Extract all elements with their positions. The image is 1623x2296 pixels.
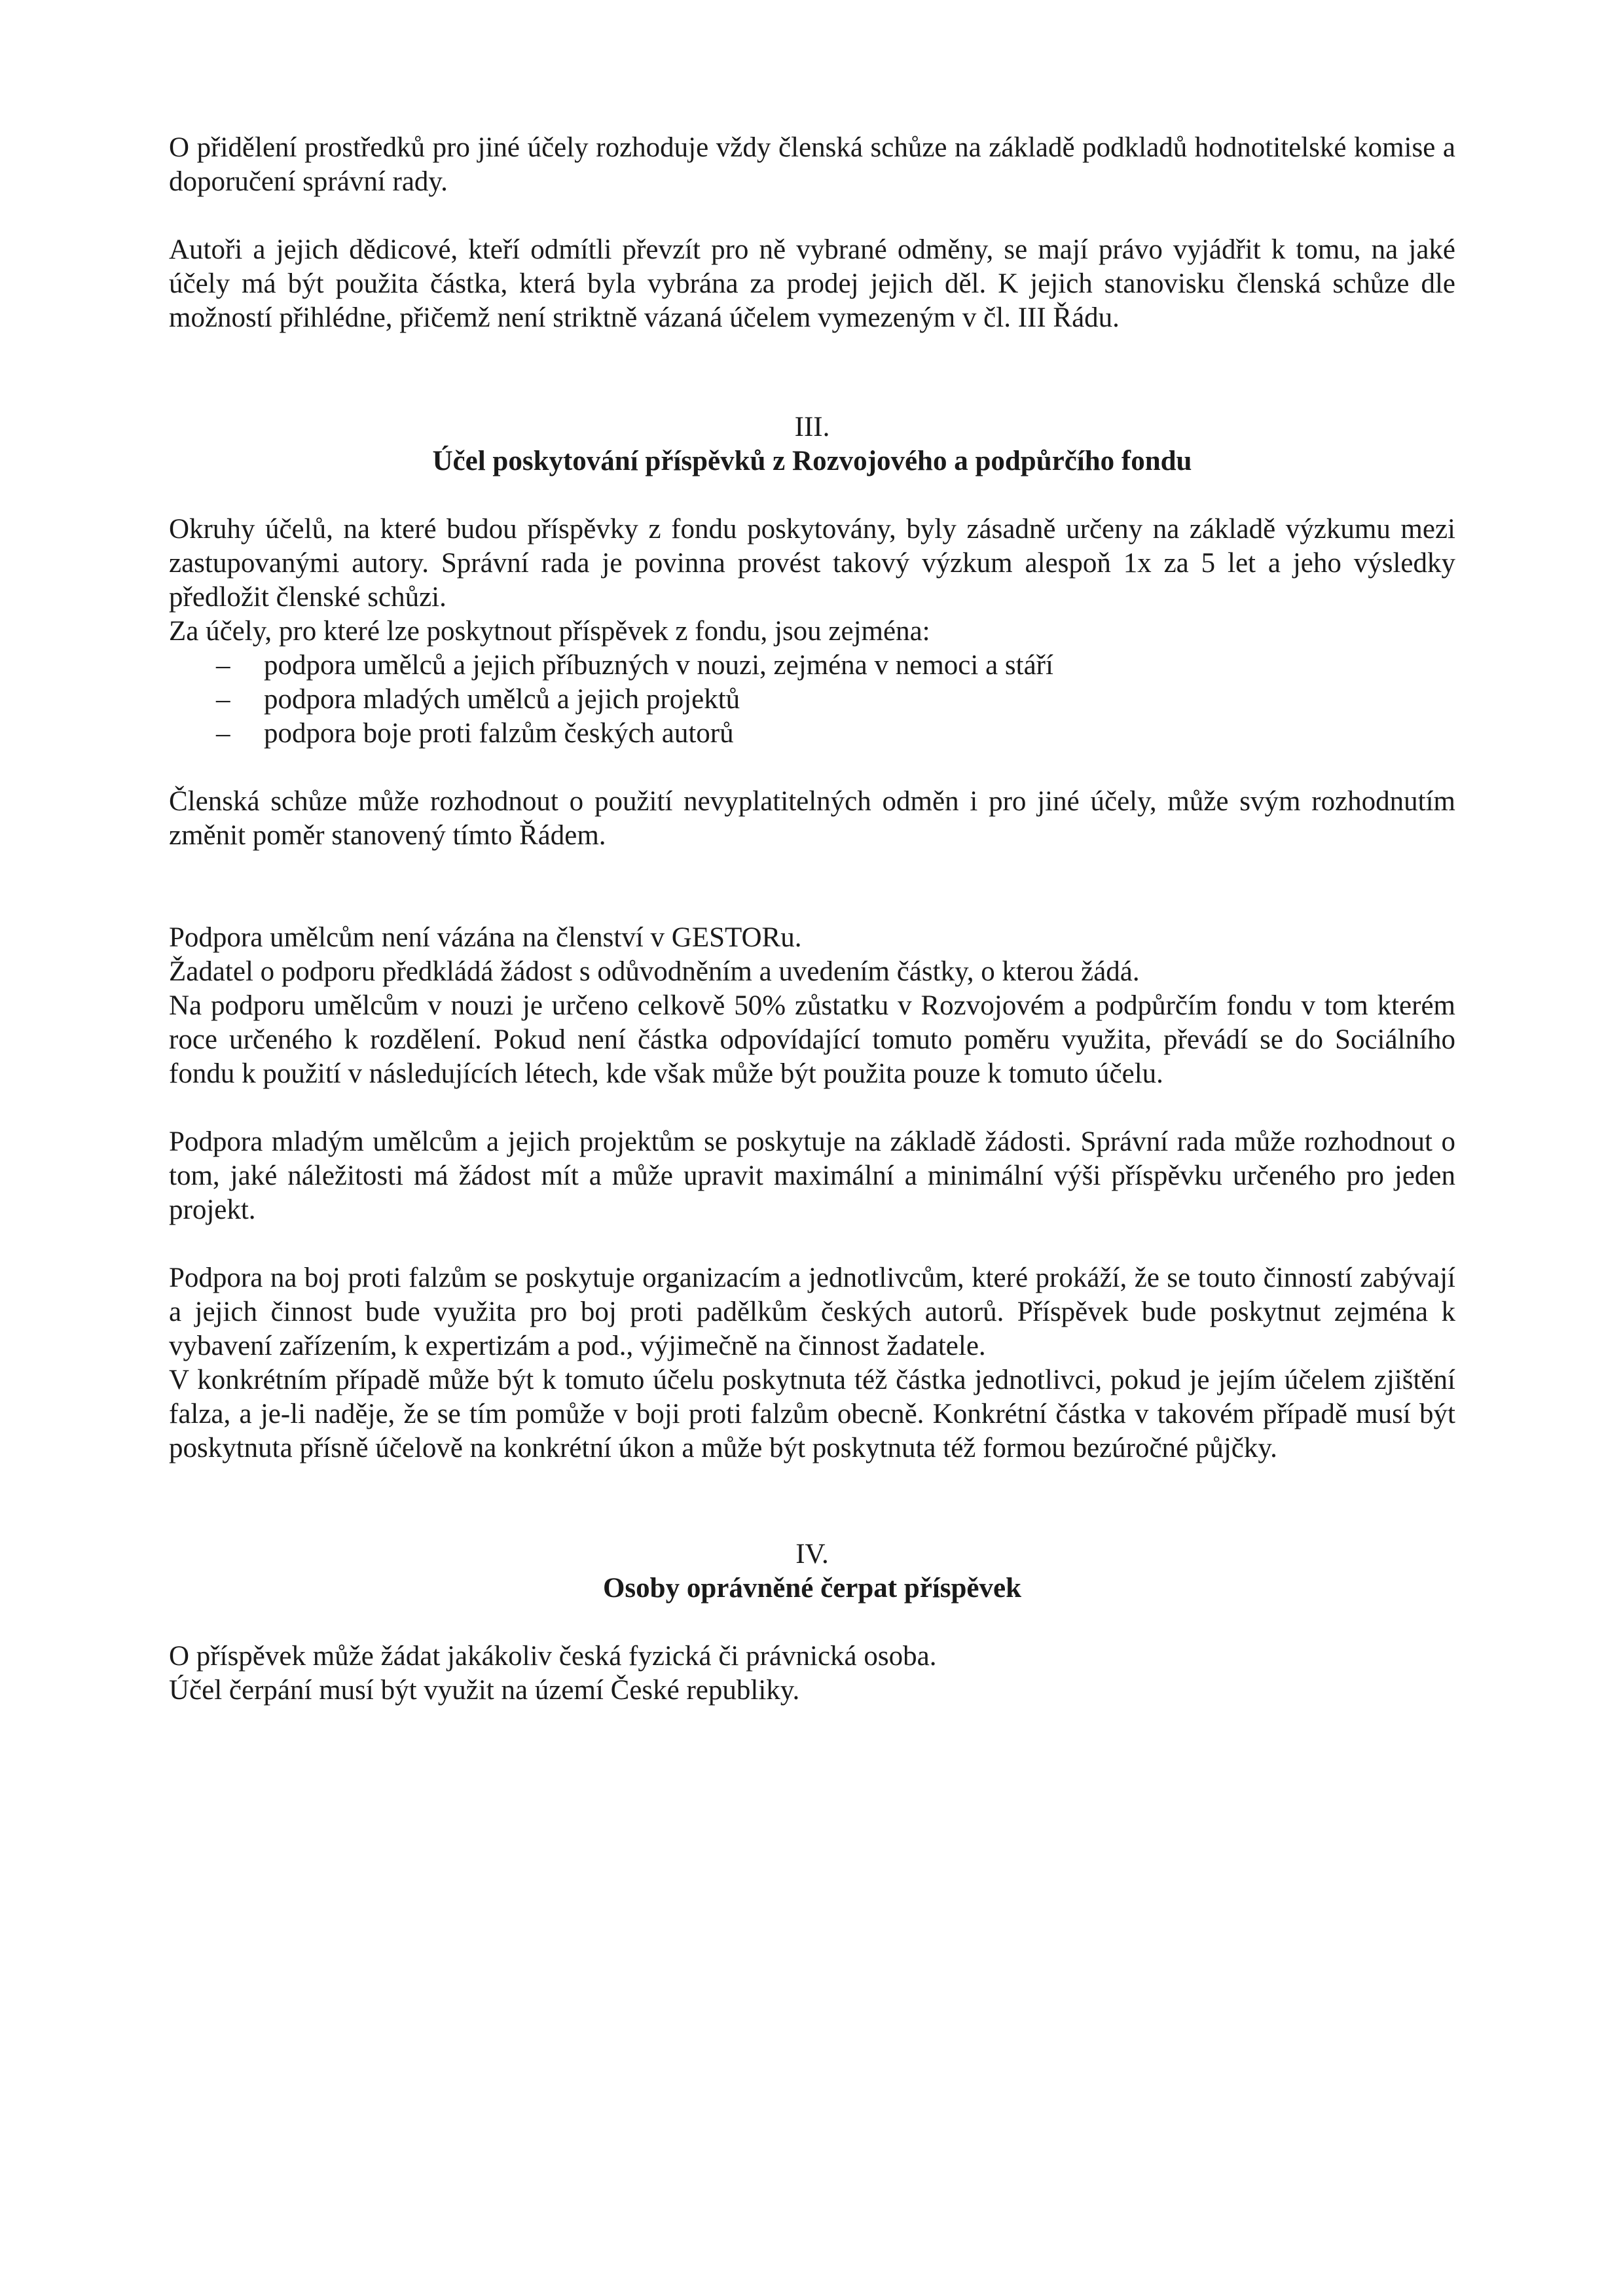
list-item: – podpora mladých umělců a jejich projektů — [169, 683, 1455, 717]
section-iv-paragraph-1: O příspěvek může žádat jakákoliv česká fyzická či právnická osoba. — [169, 1641, 937, 1672]
section-iii-number: III. — [794, 412, 830, 442]
section-iii-title: Účel poskytování příspěvků z Rozvojového a podpůrčího fondu — [432, 446, 1192, 476]
section-iv-number: IV. — [795, 1539, 829, 1570]
young-artists-paragraph: Podpora mladým umělcům a jejich projektům se poskytuje na základě žádosti. Správní rada může rozhodnout o tom, jaké náležitosti má žádost mít a může upravit maximální a minimální výši příspěvku určeného pro jeden projekt. — [169, 1126, 1455, 1225]
section-iii-list-intro: Za účely, pro které lze poskytnout příspěvek z fondu, jsou zejména: — [169, 616, 930, 647]
list-item: – podpora umělců a jejich příbuzných v nouzi, zejména v nemoci a stáří — [169, 649, 1455, 683]
purpose-list — [169, 649, 1455, 751]
anti-forgery-paragraph-2: V konkrétním případě může být k tomuto účelu poskytnuta též částka jednotlivci, pokud je jejím účelem zjištění falza, a je-li naděje, že se tím pomůže v boji proti falzům obecně. Konkrétní částka v takovém případě musí být poskytnuta přísně účelově na konkrétní úkon a může být poskytnuta též formou bezúročné půjčky. — [169, 1365, 1455, 1463]
section-iii-paragraph-2: Členská schůze může rozhodnout o použití nevyplatitelných odměn i pro jiné účely, může svým rozhodnutím změnit poměr stanovený tímto Řádem. — [169, 786, 1455, 851]
document-page — [169, 131, 1455, 1708]
intro-paragraph-1: O přidělení prostředků pro jiné účely rozhoduje vždy členská schůze na základě podkladů hodnotitelské komise a doporučení správní rady. — [169, 132, 1455, 197]
section-iv-heading — [169, 1537, 1455, 1605]
section-iv-title: Osoby oprávněné čerpat příspěvek — [602, 1573, 1022, 1604]
support-membership-line: Podpora umělcům není vázána na členství v GESTORu. — [169, 922, 802, 953]
section-iii-heading — [169, 410, 1455, 478]
anti-forgery-paragraph-1: Podpora na boj proti falzům se poskytuje organizacím a jednotlivcům, které prokáží, že se touto činností zabývají a jejich činnost bude využita pro boj proti padělkům českých autorů. Příspěvek bude poskytnut zejména k vybavení zařízením, k expertizám a pod., výjimečně na činnost žadatele. — [169, 1263, 1455, 1361]
section-iii-paragraph-1: Okruhy účelů, na které budou příspěvky z fondu poskytovány, byly zásadně určeny na základě výzkumu mezi zastupovanými autory. Správní rada je povinna provést takový výzkum alespoň 1x za 5 let a jeho výsledky předložit členské schůzi. — [169, 514, 1455, 613]
applicant-request-line: Žadatel o podporu předkládá žádost s odůvodněním a uvedením částky, o kterou žádá. — [169, 956, 1140, 987]
support-need-paragraph: Na podporu umělcům v nouzi je určeno celkově 50% zůstatku v Rozvojovém a podpůrčím fondu v tom kterém roce určeného k rozdělení. Pokud není částka odpovídající tomuto poměru využita, převádí se do Sociálního fondu k použití v následujících létech, kde však může být použita pouze k tomuto účelu. — [169, 990, 1455, 1089]
list-item: – podpora boje proti falzům českých autorů — [169, 717, 1455, 751]
section-iv-paragraph-2: Účel čerpání musí být využit na území České republiky. — [169, 1675, 800, 1706]
intro-paragraph-2: Autoři a jejich dědicové, kteří odmítli převzít pro ně vybrané odměny, se mají právo vyjádřit k tomu, na jaké účely má být použita částka, která byla vybrána za prodej jejich děl. K jejich stanovisku členská schůze dle možností přihlédne, přičemž není striktně vázaná účelem vymezeným v čl. III Řádu. — [169, 234, 1455, 333]
